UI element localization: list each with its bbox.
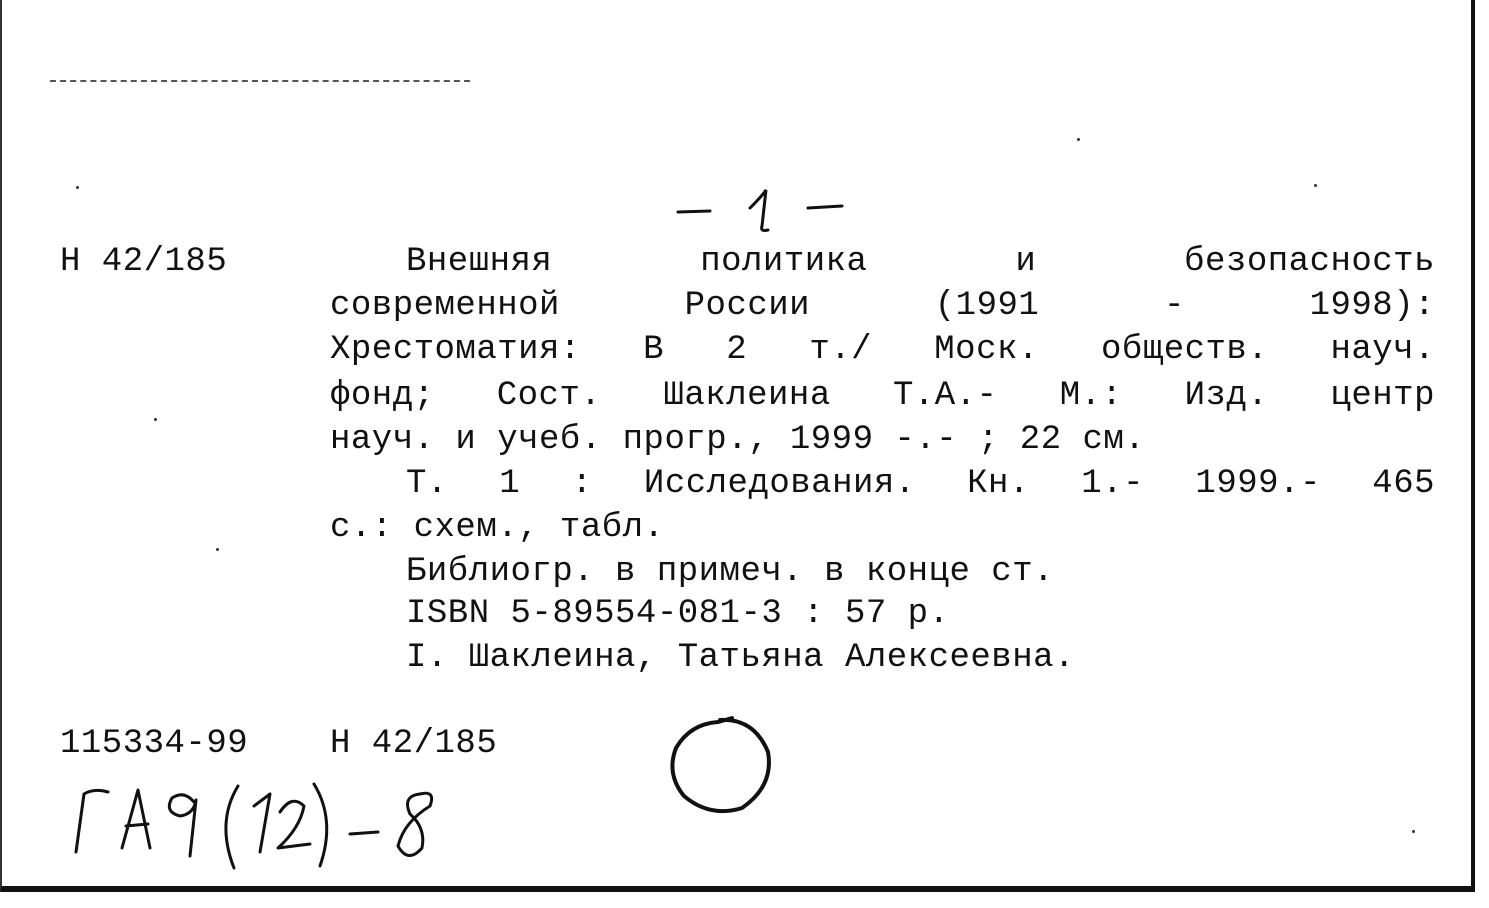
isbn-line: ISBN 5-89554-081-3 : 57 р. — [406, 595, 950, 633]
volume-line-1: Т. 1 : Исследования. Кн. 1.- 1999.- 465 — [406, 465, 1435, 503]
volume-line-2: с.: схем., табл. — [330, 509, 665, 547]
inventory-number: 115334-99 — [60, 725, 249, 763]
scan-speck — [154, 418, 157, 421]
scan-speck — [1412, 830, 1415, 833]
title-line-5: науч. и учеб. прогр., 1999 -.- ; 22 см. — [330, 421, 1146, 459]
added-entry: I. Шаклеина, Татьяна Алексеевна. — [406, 639, 1075, 677]
handwritten-page-number — [670, 178, 850, 248]
scan-speck — [76, 186, 79, 189]
shelfmark-bottom: Н 42/185 — [330, 725, 498, 763]
shelfmark-top: Н 42/185 — [60, 243, 228, 281]
scan-speck — [1314, 184, 1317, 187]
title-line-1: Внешняя политика и безопасность — [406, 243, 1435, 281]
title-line-3: Хрестоматия: В 2 т./ Моск. обществ. науч. — [330, 331, 1435, 369]
dashed-rule — [50, 80, 470, 82]
scan-speck — [1077, 138, 1080, 141]
bibliography-note: Библиогр. в примеч. в конце ст. — [406, 553, 1055, 591]
scan-speck — [216, 548, 219, 551]
handwritten-classification — [64, 772, 484, 872]
title-line-4: фонд; Сост. Шаклеина Т.А.- М.: Изд. центр — [330, 377, 1435, 415]
title-line-2: современной России (1991 - 1998): — [330, 287, 1435, 325]
hand-drawn-circle — [662, 712, 782, 818]
